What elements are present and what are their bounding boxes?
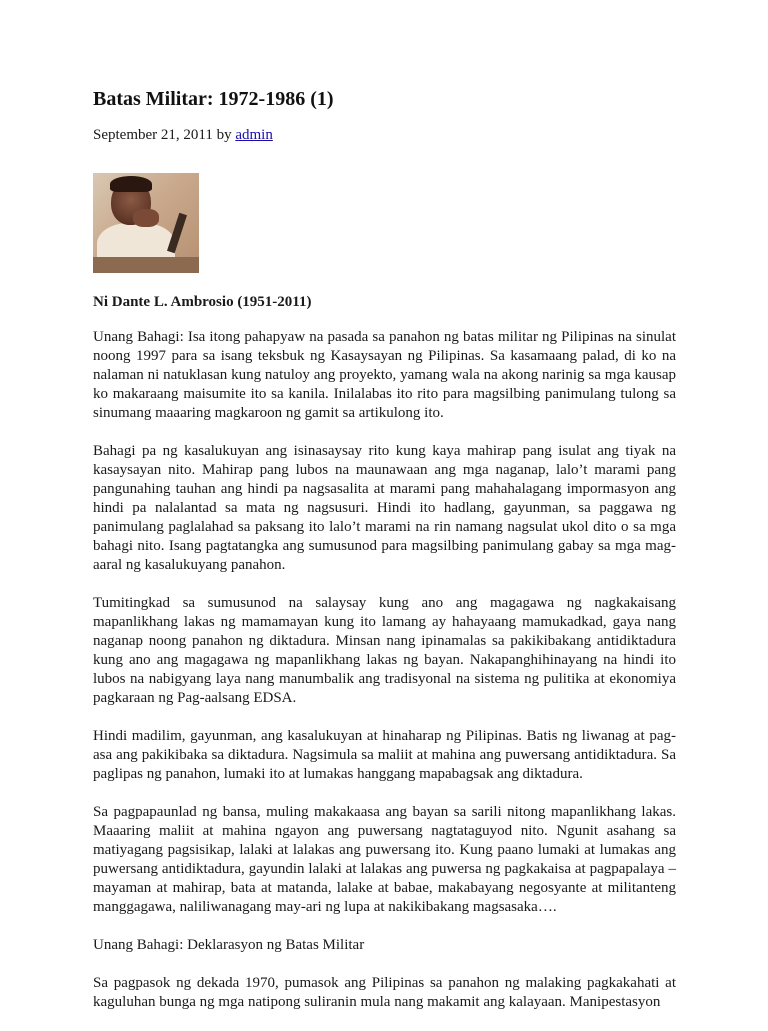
author-photo [93, 173, 199, 273]
paragraph: Sa pagpasok ng dekada 1970, pumasok ang Pilipinas sa panahon ng malaking pagkakahati at kaguluhan bunga ng mga natipong suliranin mula nang makamit ang kalayaan. Manipestasyon [93, 975, 676, 1010]
author-link[interactable]: admin [235, 127, 273, 143]
paragraph: Hindi madilim, gayunman, ang kasalukuyan at hinaharap ng Pilipinas. Batis ng liwanag at pag-asa ang pakikibaka sa diktadura. Nagsimula sa maliit at mahina ang puwersang antidiktadura. Sa paglipas ng panahon, lumaki ito at lumakas hanggang mapabagsak ang diktadura. [93, 728, 676, 782]
article-title: Batas Militar: 1972-1986 (1) [93, 88, 334, 110]
section-heading: Unang Bahagi: Deklarasyon ng Batas Militar [93, 937, 365, 953]
post-meta [93, 125, 676, 145]
paragraph: Bahagi pa ng kasalukuyan ang isinasaysay rito kung kaya mahirap pang isulat ang tiyak na kasaysayan nito. Mahirap pang lubos na maunawaan ang mga naganap, lalo’t marami pang pangunahing tauhan ang hindi pa nagsasalita at marami pang mahahalagang impormasyon ang hindi pa nalalantad sa mata ng nagsusuri. Hindi ito hadlang, gayunman, sa paggawa ng panimulang paglalahad sa paksang ito lalo’t marami na rin namang nagsulat ukol dito o sa mga bahagi nito. Isang pagtatangka ang sumusunod para magsilbing panimulang gabay sa mga mag-aaral ng kasalukuyang panahon. [93, 443, 676, 573]
post-by: by [216, 127, 232, 143]
post-date: September 21, 2011 [93, 127, 213, 143]
paragraph: Unang Bahagi: Isa itong pahapyaw na pasada sa panahon ng batas militar ng Pilipinas na sinulat noong 1997 para sa isang teksbuk ng Kasaysayan ng Pilipinas. Sa kasamaang palad, di ko na nalaman ni natuklasan kung natuloy ang proyekto, yamang wala na akong narinig sa mga kausap ko makaraang maisumite ito sa kanila. Inilalabas ito rito para magsilbing panimulang tulong sa sinumang maaaring magkaroon ng gamit sa artikulong ito. [93, 329, 676, 421]
article [93, 86, 676, 1031]
byline: Ni Dante L. Ambrosio (1951-2011) [93, 294, 312, 310]
paragraph: Tumitingkad sa sumusunod na salaysay kung ano ang magagawa ng nagkakaisang mapanlikhang lakas ng mamamayan kung ito lamang ay hahayaang mamukadkad, gaya nang naganap noong panahon ng diktadura. Minsan nang ipinamalas sa pakikibakang antidiktadura kung ano ang magagawa ng mapanlikhang lakas ng bayan. Nakapanghihinayang na hindi ito lubos na nabigyang laya nang manumbalik ang tradisyonal na sistema ng pulitika at ekonomiya pagkaraan ng Pag-aalsang EDSA. [93, 595, 676, 706]
paragraph: Sa pagpapaunlad ng bansa, muling makakaasa ang bayan sa sarili nitong mapanlikhang lakas. Maaaring maliit at mahina ngayon ang puwersang nagtataguyod nito. Ngunit asahang sa matiyagang pagsisikap, lalaki at lalakas ang puwersang ito. Kung paano lumaki at lumakas ang puwersang antidiktadura, gayundin lalaki at lalakas ang puwersa ng pagkakaisa at pagpapalaya – mayaman at mahirap, bata at matanda, lalake at babae, makabayang negosyante at militanteng manggagawa, naliliwanagang may-ari ng lupa at nakikibakang magsasaka…. [93, 804, 676, 915]
